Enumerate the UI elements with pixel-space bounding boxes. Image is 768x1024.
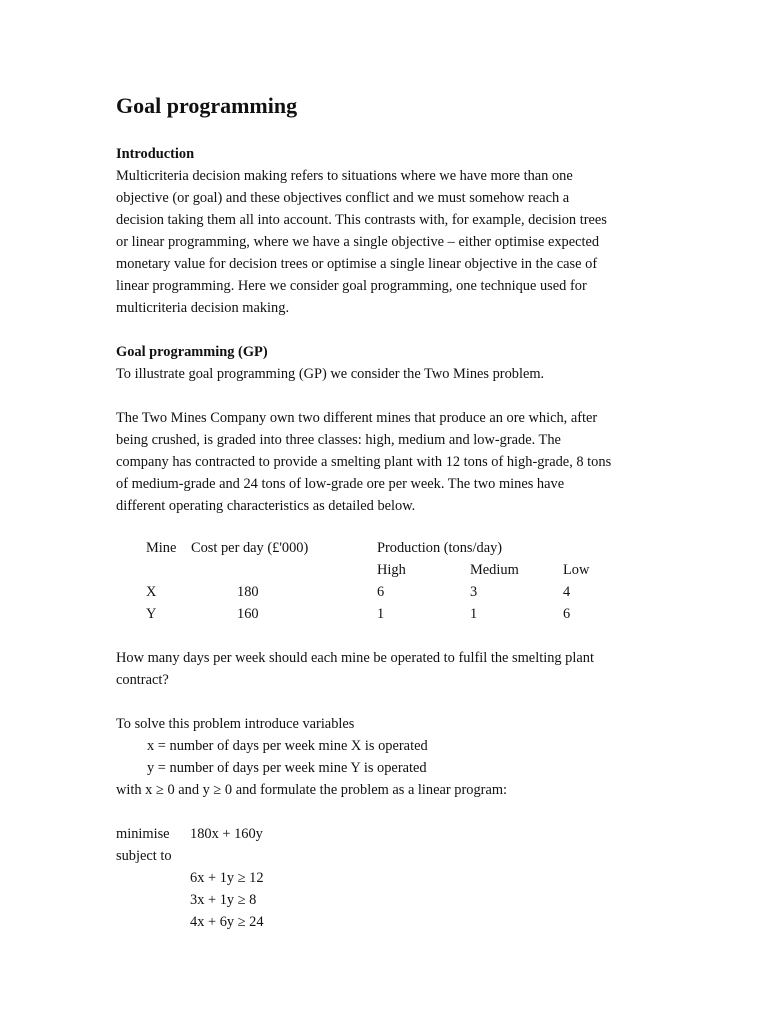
table-subheader-low: Low: [563, 562, 590, 578]
intro-line: multicriteria decision making.: [116, 300, 290, 316]
nonnegativity-line: with x ≥ 0 and y ≥ 0 and formulate the problem as a linear program:: [116, 782, 508, 798]
table-cell-mine: Y: [146, 606, 157, 622]
gp-heading: Goal programming (GP): [116, 344, 268, 360]
gp-paragraph-line: of medium-grade and 24 tons of low-grade ore per week. The two mines have: [116, 476, 565, 492]
gp-paragraph-line: different operating characteristics as detailed below.: [116, 498, 416, 514]
introduction-section: [116, 143, 676, 319]
table-cell-low: 6: [563, 606, 571, 622]
intro-line: decision taking them all into account. This contrasts with, for example, decision trees: [116, 212, 607, 228]
constraint-low: 4x + 6y ≥ 24: [190, 914, 264, 930]
table-cell-medium: 3: [470, 584, 478, 600]
table-cell-high: 6: [377, 584, 385, 600]
gp-paragraph-line: The Two Mines Company own two different mines that produce an ore which, after: [116, 410, 598, 426]
intro-line: linear programming. Here we consider goal programming, one technique used for: [116, 278, 587, 294]
constraint-medium: 3x + 1y ≥ 8: [190, 892, 257, 908]
table-cell-medium: 1: [470, 606, 478, 622]
table-subheader-high: High: [377, 562, 406, 578]
variables-paragraph: [116, 713, 676, 801]
gp-paragraph-line: being crushed, is graded into three classes: high, medium and low-grade. The: [116, 432, 561, 448]
gp-section: [116, 341, 676, 517]
table-cell-mine: X: [146, 584, 157, 600]
subject-to-label: subject to: [116, 848, 172, 864]
table-header-cost: Cost per day (£'000): [191, 540, 309, 556]
table-header-production: Production (tons/day): [377, 540, 503, 556]
table-cell-high: 1: [377, 606, 385, 622]
table-cell-cost: 180: [237, 584, 259, 600]
intro-line: objective (or goal) and these objectives conflict and we must somehow reach a: [116, 190, 570, 206]
table-header-mine: Mine: [146, 540, 177, 556]
table-subheader-medium: Medium: [470, 562, 519, 578]
question-paragraph: [116, 647, 676, 691]
variable-x-definition: x = number of days per week mine X is operated: [147, 738, 428, 754]
table-cell-low: 4: [563, 584, 571, 600]
introduction-heading: Introduction: [116, 146, 195, 162]
intro-line: monetary value for decision trees or optimise a single linear objective in the case of: [116, 256, 598, 272]
minimise-label: minimise: [116, 826, 170, 842]
gp-paragraph-line: company has contracted to provide a smelting plant with 12 tons of high-grade, 8 tons: [116, 454, 612, 470]
intro-line: or linear programming, where we have a single objective – either optimise expected: [116, 234, 600, 250]
intro-line: Multicriteria decision making refers to situations where we have more than one: [116, 168, 573, 184]
objective-function: 180x + 160y: [190, 826, 263, 842]
question-line: How many days per week should each mine be operated to fulfil the smelting plant: [116, 650, 594, 666]
variable-y-definition: y = number of days per week mine Y is operated: [147, 760, 427, 776]
solve-intro-line: To solve this problem introduce variables: [116, 716, 355, 732]
constraint-high: 6x + 1y ≥ 12: [190, 870, 264, 886]
question-line: contract?: [116, 672, 169, 688]
gp-intro-line: To illustrate goal programming (GP) we consider the Two Mines problem.: [116, 366, 545, 382]
page-title: Goal programming: [116, 93, 298, 118]
table-cell-cost: 160: [237, 606, 259, 622]
